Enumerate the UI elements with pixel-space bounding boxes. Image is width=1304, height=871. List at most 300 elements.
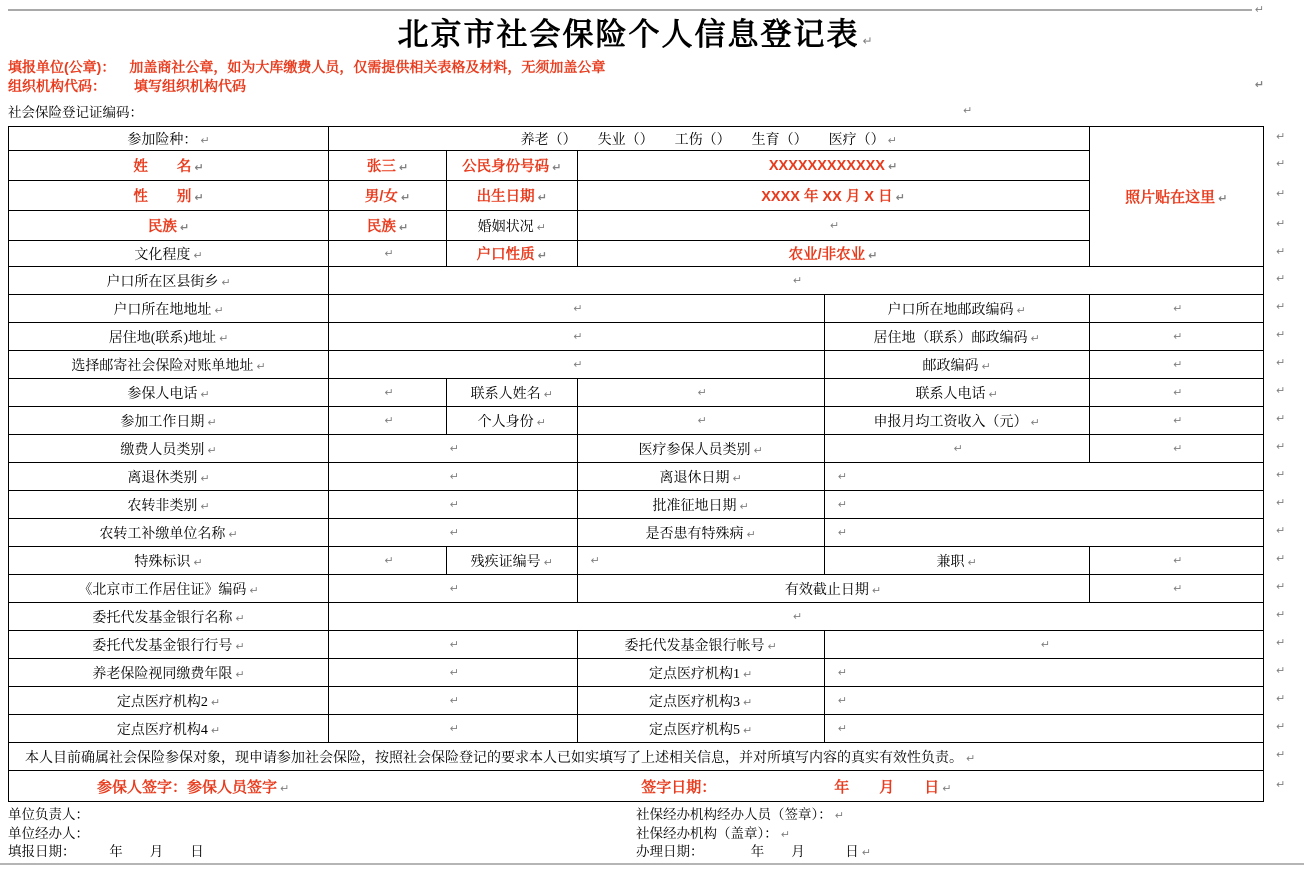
pilcrow-mark: ↵ [449, 693, 459, 707]
pilcrow-mark: ↵ [256, 359, 266, 373]
cell-text: 居住地（联系）邮政编码 [873, 330, 1028, 346]
footer-unit-handler: 单位经办人： [8, 825, 89, 841]
pilcrow-mark: ↵ [1276, 157, 1286, 170]
field-label [824, 547, 1089, 575]
top-rule [8, 5, 1264, 14]
pilcrow-mark: ↵ [200, 387, 210, 401]
cell-text: 兼职 [936, 554, 965, 570]
field-label [824, 407, 1089, 435]
cell-text: 本人目前确属社会保险参保对象，现申请参加社会保险，按照社会保险登记的要求本人已如实填写了上述相关信息，并对所填写内容的真实有效性负责。 [25, 750, 963, 766]
field-label [446, 407, 577, 435]
field-value [1089, 407, 1263, 435]
document-page [0, 5, 1304, 862]
table-row [9, 267, 1264, 295]
cell-text: 《北京市工作居住证》编码 [78, 582, 247, 598]
field-label [9, 241, 329, 267]
cell-text: 定点医疗机构1 [649, 666, 740, 682]
table-row [9, 323, 1264, 351]
field-value [577, 211, 1089, 241]
pilcrow-mark: ↵ [697, 385, 707, 399]
pilcrow-mark: ↵ [1173, 553, 1183, 567]
field-label [577, 491, 824, 519]
field-label [9, 407, 329, 435]
field-label [9, 519, 329, 547]
cell-text: 联系人姓名 [470, 386, 541, 402]
pilcrow-mark: ↵ [887, 133, 897, 147]
pilcrow-mark: ↵ [449, 525, 459, 539]
pilcrow-mark: ↵ [193, 555, 203, 569]
field-value [329, 659, 577, 687]
field-value [1089, 295, 1263, 323]
pilcrow-mark: ↵ [1276, 187, 1286, 200]
pilcrow-mark: ↵ [953, 441, 963, 455]
table-row [9, 547, 1264, 575]
cell-text: 医疗参保人员类别 [638, 442, 751, 458]
pilcrow-mark: ↵ [1276, 524, 1286, 537]
field-value [329, 547, 447, 575]
footer-agency-seal: 社保经办机构（盖章）： ↵ [636, 825, 790, 841]
pilcrow-mark: ↵ [1276, 245, 1286, 258]
table-row [9, 181, 1264, 211]
pilcrow-mark: ↵ [887, 159, 898, 173]
pilcrow-mark: ↵ [963, 104, 973, 117]
table-row [9, 127, 1264, 151]
table-row [9, 295, 1264, 323]
pilcrow-mark: ↵ [573, 357, 583, 371]
pilcrow-mark: ↵ [1173, 357, 1183, 371]
note-fill-unit [8, 58, 1264, 77]
pilcrow-mark: ↵ [967, 555, 977, 569]
signature-date-label: 签字日期： [641, 778, 717, 796]
pilcrow-mark: ↵ [1173, 329, 1183, 343]
pilcrow-mark: ↵ [862, 34, 875, 48]
cell-text: 民族 [147, 219, 177, 235]
pilcrow-mark: ↵ [590, 553, 600, 567]
cell-text: 特殊标识 [134, 554, 191, 570]
cell-text: 张三 [366, 159, 396, 175]
pilcrow-mark: ↵ [792, 273, 803, 287]
field-value [329, 241, 447, 267]
signature-date-blanks: 年 月 日 [834, 778, 940, 796]
pilcrow-mark: ↵ [837, 721, 847, 735]
field-label [824, 323, 1089, 351]
cell-text: 养老（） 失业（） 工伤（） 生育（） 医疗（） [520, 132, 885, 148]
form-footer [8, 806, 1264, 862]
field-label [446, 379, 577, 407]
cell-text: 农转非类别 [127, 498, 198, 514]
pilcrow-mark: ↵ [1276, 440, 1286, 453]
form-title-text: 北京市社会保险个人信息登记表 [397, 17, 860, 52]
cell-text: 户口所在区县街乡 [106, 274, 219, 290]
note-registration-code-label: 社会保险登记证编码： [8, 105, 143, 120]
pilcrow-mark: ↵ [543, 387, 553, 401]
field-label [9, 547, 329, 575]
pilcrow-mark: ↵ [573, 301, 583, 315]
field-label [9, 379, 329, 407]
pilcrow-mark: ↵ [1276, 748, 1286, 761]
field-label [9, 181, 329, 211]
pilcrow-mark: ↵ [384, 385, 394, 399]
field-value [824, 463, 1263, 491]
pilcrow-mark: ↵ [1030, 415, 1040, 429]
table-row [9, 435, 1264, 463]
form-title [8, 15, 1264, 55]
field-label [824, 379, 1089, 407]
cell-text: 照片贴在这里 [1125, 189, 1216, 206]
field-label [577, 687, 824, 715]
pilcrow-mark: ↵ [739, 499, 749, 513]
field-value [329, 491, 577, 519]
pilcrow-mark: ↵ [210, 723, 221, 737]
field-label [9, 295, 329, 323]
field-label [9, 211, 329, 241]
pilcrow-mark: ↵ [214, 303, 224, 317]
note-org-code-text: 填写组织机构代码 [134, 78, 246, 94]
field-label [9, 575, 329, 603]
cell-text: 出生日期 [476, 189, 535, 205]
cell-text: XXXXXXXXXXXX [768, 157, 885, 174]
pilcrow-mark: ↵ [1254, 78, 1264, 91]
pilcrow-mark: ↵ [1276, 300, 1286, 313]
cell-text: 户口所在地地址 [113, 302, 212, 318]
cell-text: 养老保险视同缴费年限 [92, 666, 233, 682]
field-label [9, 151, 329, 181]
table-row [9, 659, 1264, 687]
pilcrow-mark: ↵ [895, 191, 905, 204]
field-label [9, 351, 329, 379]
pilcrow-mark: ↵ [398, 221, 409, 234]
pilcrow-mark: ↵ [871, 583, 882, 597]
pilcrow-mark: ↵ [449, 469, 459, 483]
table-row [9, 687, 1264, 715]
field-label [446, 181, 577, 211]
cell-text: 户口性质 [476, 247, 535, 263]
pilcrow-mark: ↵ [1218, 192, 1228, 205]
pilcrow-mark: ↵ [837, 693, 847, 707]
pilcrow-mark: ↵ [537, 249, 547, 262]
footer-fill-date: 填报日期： 年 月 日 [8, 844, 204, 859]
field-label [9, 323, 329, 351]
pilcrow-mark: ↵ [200, 471, 210, 485]
pilcrow-mark: ↵ [194, 161, 204, 174]
cell-text: 申报月均工资收入（元） [873, 414, 1028, 430]
pilcrow-mark: ↵ [1173, 581, 1183, 595]
field-value [329, 575, 577, 603]
footer-right-column [636, 806, 1264, 862]
pilcrow-mark: ↵ [1276, 130, 1286, 143]
pilcrow-mark: ↵ [1276, 328, 1286, 341]
field-label [577, 631, 824, 659]
field-value [1089, 351, 1263, 379]
field-value [329, 687, 577, 715]
pilcrow-mark: ↵ [235, 611, 245, 625]
pilcrow-mark: ↵ [837, 469, 847, 483]
pilcrow-mark: ↵ [1276, 412, 1286, 425]
signature-row [9, 771, 1264, 802]
table-row [9, 575, 1264, 603]
pilcrow-mark: ↵ [966, 751, 976, 765]
field-label [824, 351, 1089, 379]
field-value [824, 631, 1263, 659]
cell-text: 性 别 [133, 189, 192, 205]
cell-text: 选择邮寄社会保险对账单地址 [71, 358, 254, 374]
pilcrow-mark: ↵ [1030, 331, 1040, 345]
bottom-rule [0, 863, 1304, 865]
cell-text: 缴费人员类别 [120, 442, 205, 458]
field-label [9, 435, 329, 463]
field-value [329, 407, 447, 435]
field-value [577, 547, 824, 575]
pilcrow-mark: ↵ [1173, 301, 1183, 315]
pilcrow-mark: ↵ [732, 471, 742, 485]
cell-text: 农转工补缴单位名称 [99, 526, 226, 542]
cell-text: 批准征地日期 [652, 498, 737, 514]
pilcrow-mark: ↵ [384, 413, 394, 427]
pilcrow-mark: ↵ [207, 415, 217, 429]
pilcrow-mark: ↵ [228, 527, 238, 541]
pilcrow-mark: ↵ [1254, 3, 1264, 16]
field-value [329, 603, 1264, 631]
note-fill-unit-label: 填报单位(公章)： [8, 59, 116, 75]
table-row [9, 211, 1264, 241]
pilcrow-mark: ↵ [1276, 384, 1286, 397]
note-registration-code [8, 103, 1264, 123]
pilcrow-mark: ↵ [1276, 608, 1286, 621]
field-label [9, 687, 329, 715]
cell-text: 定点医疗机构4 [116, 722, 208, 738]
cell-text: 委托代发基金银行行号 [92, 638, 233, 654]
pilcrow-mark: ↵ [449, 637, 459, 651]
table-row [9, 771, 1264, 802]
table-row [9, 407, 1264, 435]
pilcrow-mark: ↵ [792, 609, 803, 623]
field-label [446, 151, 577, 181]
field-label [9, 463, 329, 491]
field-label [577, 659, 824, 687]
cell-text: 男/女 [364, 189, 398, 205]
horizontal-rule [8, 9, 1252, 11]
cell-text: 定点医疗机构3 [649, 694, 740, 710]
field-label [577, 463, 824, 491]
footer-left-column [8, 806, 636, 862]
table-row [9, 379, 1264, 407]
field-label [9, 491, 329, 519]
pilcrow-mark: ↵ [398, 161, 409, 174]
pilcrow-mark: ↵ [543, 555, 553, 569]
field-value [824, 687, 1263, 715]
field-label [9, 715, 329, 743]
field-value [1089, 379, 1263, 407]
field-label [577, 519, 824, 547]
pilcrow-mark: ↵ [1276, 636, 1286, 649]
cell-text: 定点医疗机构5 [649, 722, 740, 738]
pilcrow-mark: ↵ [221, 275, 231, 289]
table-row [9, 631, 1264, 659]
field-value [824, 715, 1263, 743]
photo-cell [1089, 127, 1263, 267]
pilcrow-mark: ↵ [746, 527, 756, 541]
table-row [9, 603, 1264, 631]
cell-text: 邮政编码 [922, 358, 979, 374]
field-value [577, 407, 824, 435]
field-label [329, 127, 1090, 151]
pilcrow-mark: ↵ [1276, 217, 1286, 230]
field-value [577, 379, 824, 407]
form-table-wrapper [8, 126, 1286, 802]
pilcrow-mark: ↵ [837, 497, 847, 511]
paragraph-mark-gutter [1268, 126, 1304, 802]
cell-text: 联系人电话 [915, 386, 986, 402]
pilcrow-mark: ↵ [743, 667, 753, 681]
pilcrow-mark: ↵ [537, 191, 547, 204]
table-row [9, 519, 1264, 547]
table-row [9, 715, 1264, 743]
table-row [9, 463, 1264, 491]
cell-text: 个人身份 [477, 414, 534, 430]
pilcrow-mark: ↵ [200, 133, 210, 147]
field-value [329, 715, 577, 743]
field-label [577, 575, 1089, 603]
registration-form-table [8, 126, 1264, 802]
field-label [329, 181, 447, 211]
cell-text: 定点医疗机构2 [116, 694, 208, 710]
cell-text: 户口所在地邮政编码 [887, 302, 1014, 318]
pilcrow-mark: ↵ [697, 413, 707, 427]
field-label [329, 151, 447, 181]
field-label [9, 267, 329, 295]
pilcrow-mark: ↵ [1276, 356, 1286, 369]
cell-text: 是否患有特殊病 [645, 526, 744, 542]
field-value [329, 267, 1264, 295]
field-value [329, 519, 577, 547]
pilcrow-mark: ↵ [868, 249, 878, 262]
pilcrow-mark: ↵ [1173, 385, 1183, 399]
pilcrow-mark: ↵ [573, 329, 583, 343]
pilcrow-mark: ↵ [194, 191, 204, 204]
field-label [9, 631, 329, 659]
pilcrow-mark: ↵ [861, 846, 871, 859]
footer-agency-handler: 社保经办机构经办人员（签章）： ↵ [636, 807, 844, 822]
pilcrow-mark: ↵ [384, 553, 394, 567]
note-org-code-label: 组织机构代码： [8, 78, 106, 94]
field-value [1089, 323, 1263, 351]
pilcrow-mark: ↵ [210, 695, 221, 709]
cell-text: 民族 [366, 219, 396, 235]
field-label [446, 547, 577, 575]
note-org-code [8, 77, 1264, 96]
cell-text: 农业/非农业 [788, 247, 866, 263]
field-value [329, 463, 577, 491]
pilcrow-mark: ↵ [552, 161, 562, 174]
footer-unit-leader: 单位负责人： [8, 807, 89, 822]
cell-text: 公民身份号码 [462, 159, 550, 175]
pilcrow-mark: ↵ [536, 415, 546, 429]
pilcrow-mark: ↵ [837, 665, 847, 679]
cell-text: 参加工作日期 [120, 414, 205, 430]
cell-text: 离退休类别 [127, 470, 198, 486]
field-value [1089, 547, 1263, 575]
field-label [577, 241, 1089, 267]
field-value [329, 379, 447, 407]
table-row [9, 491, 1264, 519]
pilcrow-mark: ↵ [280, 781, 290, 795]
pilcrow-mark: ↵ [1173, 413, 1183, 427]
pilcrow-mark: ↵ [780, 827, 790, 841]
field-value [329, 295, 825, 323]
note-fill-unit-text: 加盖商社公章，如为大库缴费人员，仅需提供相关表格及材料，无须加盖公章 [129, 59, 606, 75]
pilcrow-mark: ↵ [988, 387, 998, 401]
pilcrow-mark: ↵ [1276, 552, 1286, 565]
pilcrow-mark: ↵ [981, 359, 991, 373]
pilcrow-mark: ↵ [449, 497, 459, 511]
pilcrow-mark: ↵ [200, 499, 210, 513]
pilcrow-mark: ↵ [235, 667, 245, 681]
field-value [824, 491, 1263, 519]
pilcrow-mark: ↵ [384, 246, 394, 260]
field-value [329, 323, 825, 351]
pilcrow-mark: ↵ [1276, 580, 1286, 593]
cell-text: XXXX 年 XX 月 X 日 [761, 189, 893, 205]
pilcrow-mark: ↵ [1173, 441, 1183, 455]
pilcrow-mark: ↵ [834, 809, 844, 822]
field-value [824, 659, 1263, 687]
pilcrow-mark: ↵ [1276, 692, 1286, 705]
field-value [1089, 435, 1263, 463]
field-label [577, 435, 824, 463]
field-value [1089, 575, 1263, 603]
pilcrow-mark: ↵ [829, 218, 840, 232]
cell-text: 婚姻状况 [477, 219, 534, 235]
pilcrow-mark: ↵ [1276, 496, 1286, 509]
field-label [329, 211, 447, 241]
pilcrow-mark: ↵ [1276, 272, 1286, 285]
cell-text: 委托代发基金银行帐号 [624, 638, 765, 654]
pilcrow-mark: ↵ [743, 695, 753, 709]
cell-text: 委托代发基金银行名称 [92, 610, 233, 626]
cell-text: 参加险种： [127, 132, 198, 148]
field-value [329, 435, 577, 463]
field-label [446, 241, 577, 267]
cell-text: 残疾证编号 [470, 554, 541, 570]
field-label [9, 659, 329, 687]
pilcrow-mark: ↵ [449, 665, 459, 679]
pilcrow-mark: ↵ [449, 581, 459, 595]
pilcrow-mark: ↵ [207, 443, 217, 457]
field-value [329, 631, 577, 659]
pilcrow-mark: ↵ [767, 639, 777, 653]
field-label [577, 715, 824, 743]
pilcrow-mark: ↵ [536, 220, 546, 234]
field-value [329, 351, 825, 379]
pilcrow-mark: ↵ [1276, 720, 1286, 733]
pilcrow-mark: ↵ [235, 639, 245, 653]
cell-text: 文化程度 [134, 247, 191, 263]
signer-signature-label: 参保人签字：参保人员签字 [97, 778, 278, 796]
table-row [9, 241, 1264, 267]
pilcrow-mark: ↵ [753, 443, 763, 457]
pilcrow-mark: ↵ [1276, 664, 1286, 677]
pilcrow-mark: ↵ [837, 525, 847, 539]
field-label [577, 181, 1089, 211]
cell-text: 离退休日期 [659, 470, 730, 486]
cell-text: 姓 名 [133, 159, 192, 175]
field-label [9, 743, 1264, 771]
pilcrow-mark: ↵ [193, 248, 203, 262]
field-label [9, 603, 329, 631]
pilcrow-mark: ↵ [743, 723, 753, 737]
pilcrow-mark: ↵ [449, 441, 459, 455]
field-label [446, 211, 577, 241]
